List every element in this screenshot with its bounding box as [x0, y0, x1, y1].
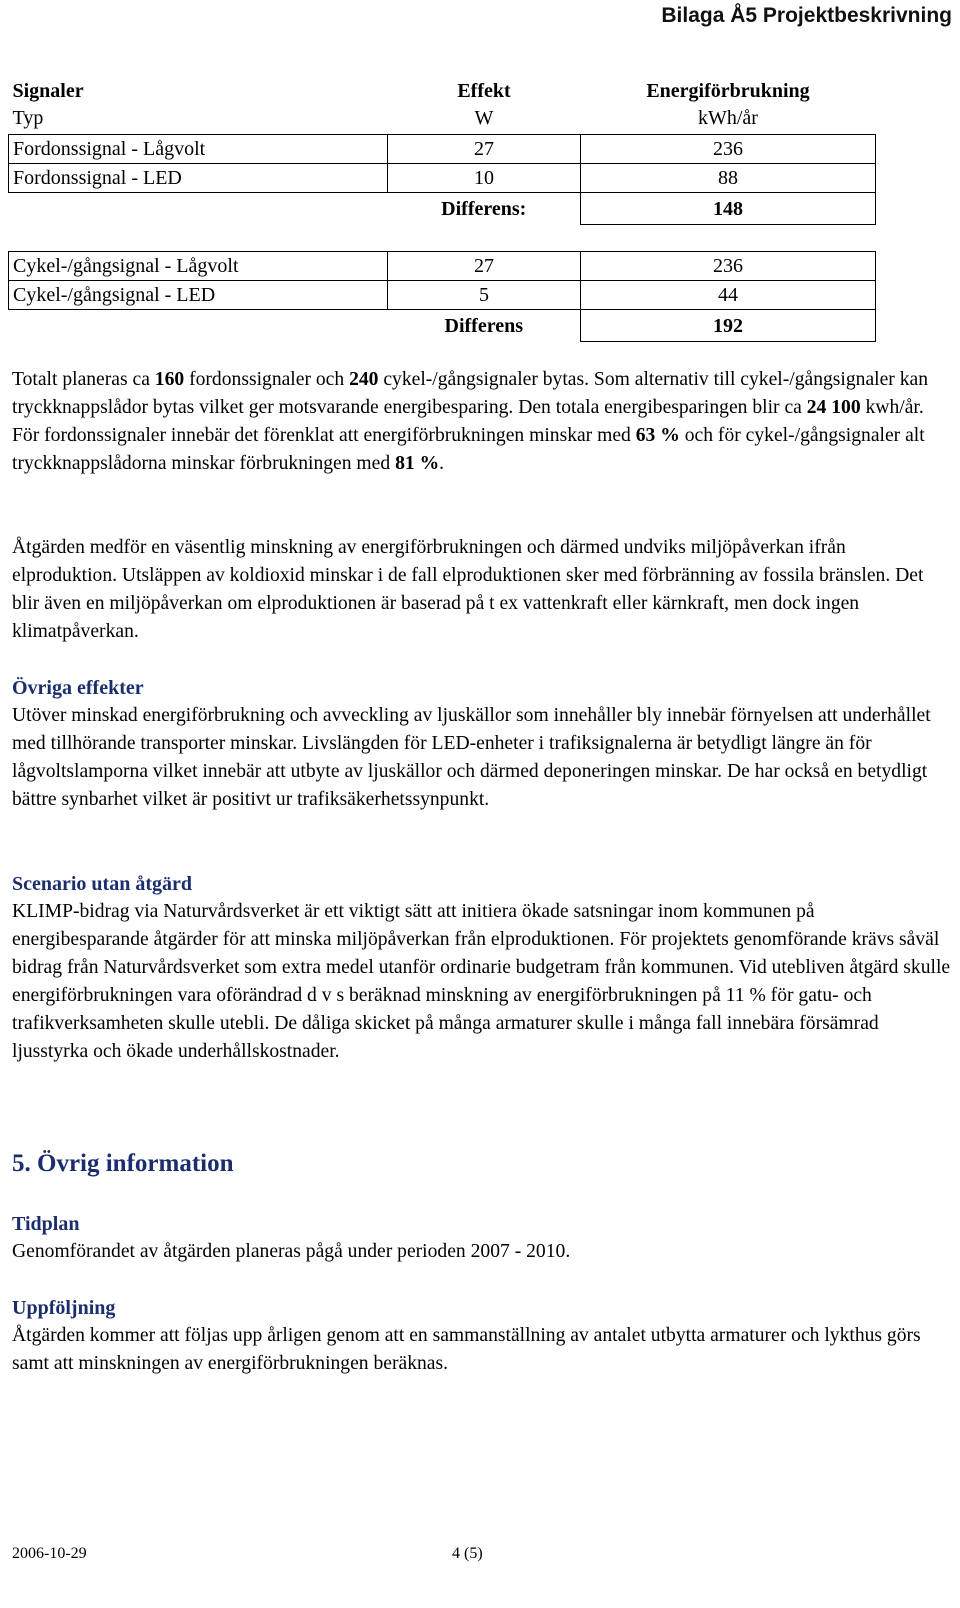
- percent-pedestrian: 81 %: [395, 453, 440, 474]
- cell-effect: 27: [388, 252, 581, 281]
- table-diff-row: [9, 193, 876, 225]
- diff-label: Differens: [388, 310, 581, 342]
- cell-type: Cykel-/gångsignal - Lågvolt: [9, 252, 388, 281]
- table-header-row: [9, 74, 876, 135]
- cell-type: Fordonssignal - Lågvolt: [9, 135, 388, 164]
- cell-effect: 10: [388, 164, 581, 193]
- header-col-effect: [388, 74, 581, 135]
- header-w: W: [474, 107, 494, 129]
- document-header-title: Bilaga Å5 Projektbeskrivning: [661, 4, 952, 27]
- diff-label: Differens:: [388, 193, 581, 225]
- cell-energy: 236: [581, 252, 876, 281]
- count-pedestrian-signals: 240: [349, 369, 379, 390]
- section-ovriga-effekter: [12, 674, 952, 814]
- diff-value: 148: [581, 193, 876, 225]
- cell-type: Cykel-/gångsignal - LED: [9, 281, 388, 310]
- section-text: Åtgärden kommer att följas upp årligen genom att en sammanställning av antalet utbytta armaturer och lykthus görs samt att minskningen av energiförbrukningen beräknas.: [12, 1325, 921, 1374]
- header-col-type: [9, 74, 388, 135]
- signal-energy-table: [8, 74, 876, 342]
- chapter-heading: 5. Övrig information: [12, 1150, 234, 1177]
- header-kwh: kWh/år: [698, 107, 758, 129]
- section-5-heading: [12, 1148, 952, 1180]
- footer-date: 2006-10-29: [12, 1545, 87, 1562]
- cell-type: Fordonssignal - LED: [9, 164, 388, 193]
- count-vehicle-signals: 160: [154, 369, 185, 390]
- header-typ: Typ: [12, 107, 44, 129]
- section-heading: Tidplan: [12, 1213, 80, 1235]
- section-heading: Scenario utan åtgärd: [12, 873, 192, 895]
- section-scenario: [12, 870, 952, 1066]
- section-text: KLIMP-bidrag via Naturvårdsverket är ett viktigt sätt att initiera ökade satsningar inom kommunen på energibesparande åtgärder för att minska miljöpåverkan från elproduktionen. För projektets genomförande krävs såväl bidrag från Naturvårdsverket som extra medel utanför ordinarie budgetram från kommunen. Vid utebliven åtgärd skulle energiförbrukningen vara oförändrad d v s beräknad minskning av energiförbrukningen på 11 % för gatu- och trafikverksamheten skulle utebli. De dåliga skicket på många armaturer skulle i många fall innebära försämrad ljusstyrka och ökade underhållskostnader.: [12, 901, 951, 1062]
- section-text: Utöver minskad energiförbrukning och avveckling av ljuskällor som innehåller bly innebär förnyelsen att underhållet med tillhörande transporter minskar. Livslängden för LED-enheter i trafiksignalerna är betydligt längre än för lågvoltslamporna vilket innebär att utbyte av ljuskällor och därmed deponeringen minskar. De har också en betydligt bättre synbarhet vilket är positivt ur trafiksäkerhetssynpunkt.: [12, 705, 931, 810]
- cell-energy: 236: [581, 135, 876, 164]
- header-signaler: Signaler: [12, 80, 84, 102]
- paragraph-environment: Åtgärden medför en väsentlig minskning av energiförbrukningen och därmed undviks miljöpåverkan ifrån elproduktion. Utsläppen av koldioxid minskar i de fall elproduktionen sker med förbränning av fossila bränslen. Det blir även en miljöpåverkan om elproduktionen är baserad på t ex vattenkraft eller kärnkraft, men dock ingen klimatpåverkan.: [12, 537, 924, 642]
- diff-value: 192: [581, 310, 876, 342]
- header-col-energy: [581, 74, 876, 135]
- footer-page-number: 4 (5): [452, 1545, 483, 1562]
- cell-energy: 88: [581, 164, 876, 193]
- total-savings: 24 100: [806, 397, 861, 418]
- header-energiforbrukning: Energiförbrukning: [646, 80, 810, 102]
- cell-effect: 27: [388, 135, 581, 164]
- table-row: [9, 281, 876, 310]
- paragraph-savings: Totalt planeras ca 160 fordonssignaler och 240 cykel-/gångsignaler bytas. Som alternativ till cykel-/gångsignaler kan tryckknappslådor bytas vilket ger motsvarande energibesparing. Den totala energibesparingen blir ca 24 100 kwh/år. För fordonssignaler innebär det förenklat att energiförbrukningen minskar med 63 % och för cykel-/gångsignaler alt tryckknappslådorna minskar förbrukningen med 81 %.: [12, 369, 929, 474]
- section-text: Genomförandet av åtgärden planeras pågå under perioden 2007 - 2010.: [12, 1241, 571, 1262]
- table-diff-row: [9, 310, 876, 342]
- cell-effect: 5: [388, 281, 581, 310]
- section-heading: Övriga effekter: [12, 677, 144, 699]
- cell-energy: 44: [581, 281, 876, 310]
- section-heading: Uppföljning: [12, 1297, 116, 1319]
- table-row: [9, 252, 876, 281]
- table-row: [9, 164, 876, 193]
- header-effekt: Effekt: [457, 80, 511, 102]
- percent-vehicle: 63 %: [635, 425, 680, 446]
- table-row: [9, 135, 876, 164]
- section-uppfoljning: [12, 1294, 952, 1378]
- section-tidplan: [12, 1210, 952, 1266]
